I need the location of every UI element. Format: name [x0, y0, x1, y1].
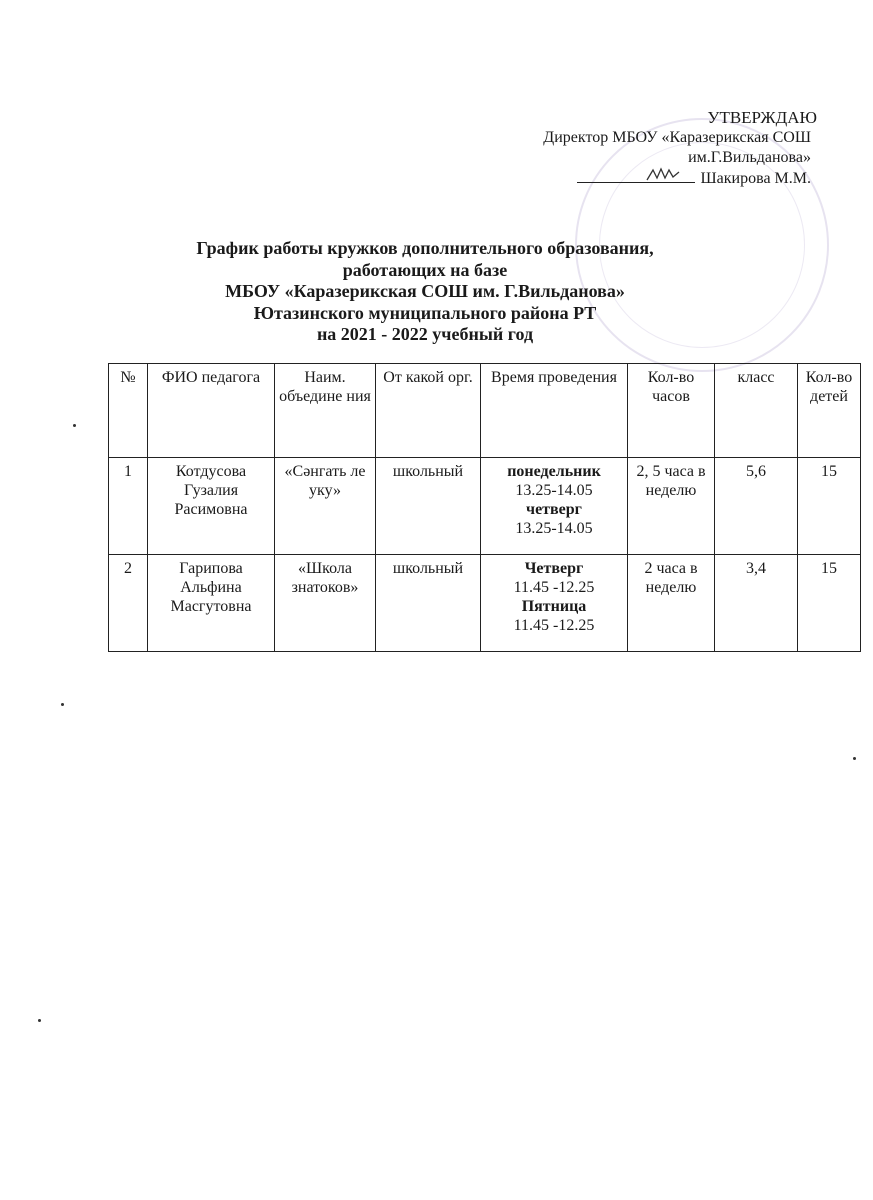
schedule-table — [108, 363, 861, 652]
title-line3: МБОУ «Каразерикская СОШ им. Г.Вильданова» — [225, 281, 625, 301]
cell-fio: Котдусова Гузалия Расимовна — [148, 458, 275, 555]
title-line1: График работы кружков дополнительного образования, — [196, 238, 654, 258]
cell-time2: 13.25-14.05 — [515, 520, 593, 537]
cell-day1: понедельник — [507, 463, 601, 480]
cell-kids: 15 — [798, 458, 861, 555]
cell-name: «Сәнгать ле уку» — [275, 458, 376, 555]
approval-position-line2: им.Г.Вильданова» — [688, 149, 811, 166]
header-fio: ФИО педагога — [148, 364, 275, 458]
header-class: класс — [715, 364, 798, 458]
table-row — [109, 555, 861, 652]
table-row — [109, 458, 861, 555]
header-hours: Кол-во часов — [628, 364, 715, 458]
scan-speck — [73, 424, 76, 427]
document-title — [160, 238, 690, 346]
approval-signer-row — [543, 168, 811, 189]
cell-day2: четверг — [526, 501, 582, 518]
signature-line — [577, 168, 695, 183]
header-kids: Кол-во детей — [798, 364, 861, 458]
cell-class: 5,6 — [715, 458, 798, 555]
cell-name: «Школа знатоков» — [275, 555, 376, 652]
approval-block — [543, 108, 817, 189]
cell-class: 3,4 — [715, 555, 798, 652]
cell-time1: 13.25-14.05 — [515, 482, 593, 499]
cell-hours: 2, 5 часа в неделю — [628, 458, 715, 555]
title-line5: на 2021 - 2022 учебный год — [316, 324, 534, 344]
cell-num: 2 — [109, 555, 148, 652]
cell-hours: 2 часа в неделю — [628, 555, 715, 652]
approval-heading: УТВЕРЖДАЮ — [707, 108, 817, 127]
scan-speck — [853, 757, 856, 760]
table-header-row — [109, 364, 861, 458]
header-org: От какой орг. — [376, 364, 481, 458]
cell-kids: 15 — [798, 555, 861, 652]
cell-time1: 11.45 -12.25 — [513, 579, 595, 596]
signature-mark — [645, 166, 685, 182]
cell-org: школьный — [376, 458, 481, 555]
title-line4: Ютазинского муниципального района РТ — [253, 302, 597, 323]
cell-org: школьный — [376, 555, 481, 652]
approval-signer: Шакирова М.М. — [700, 170, 811, 187]
header-name: Наим. объедине ния — [275, 364, 376, 458]
cell-time — [481, 555, 628, 652]
cell-num: 1 — [109, 458, 148, 555]
scan-speck — [38, 1019, 41, 1022]
header-time: Время проведения — [481, 364, 628, 458]
cell-day2: Пятница — [521, 598, 587, 615]
scan-speck — [61, 703, 64, 706]
cell-fio: Гарипова Альфина Масгутовна — [148, 555, 275, 652]
cell-day1: Четверг — [524, 560, 584, 577]
approval-position-line1: Директор МБОУ «Каразерикская СОШ — [543, 129, 811, 146]
cell-time — [481, 458, 628, 555]
title-line2: работающих на базе — [342, 259, 508, 280]
header-num: № — [109, 364, 148, 458]
cell-time2: 11.45 -12.25 — [513, 617, 595, 634]
